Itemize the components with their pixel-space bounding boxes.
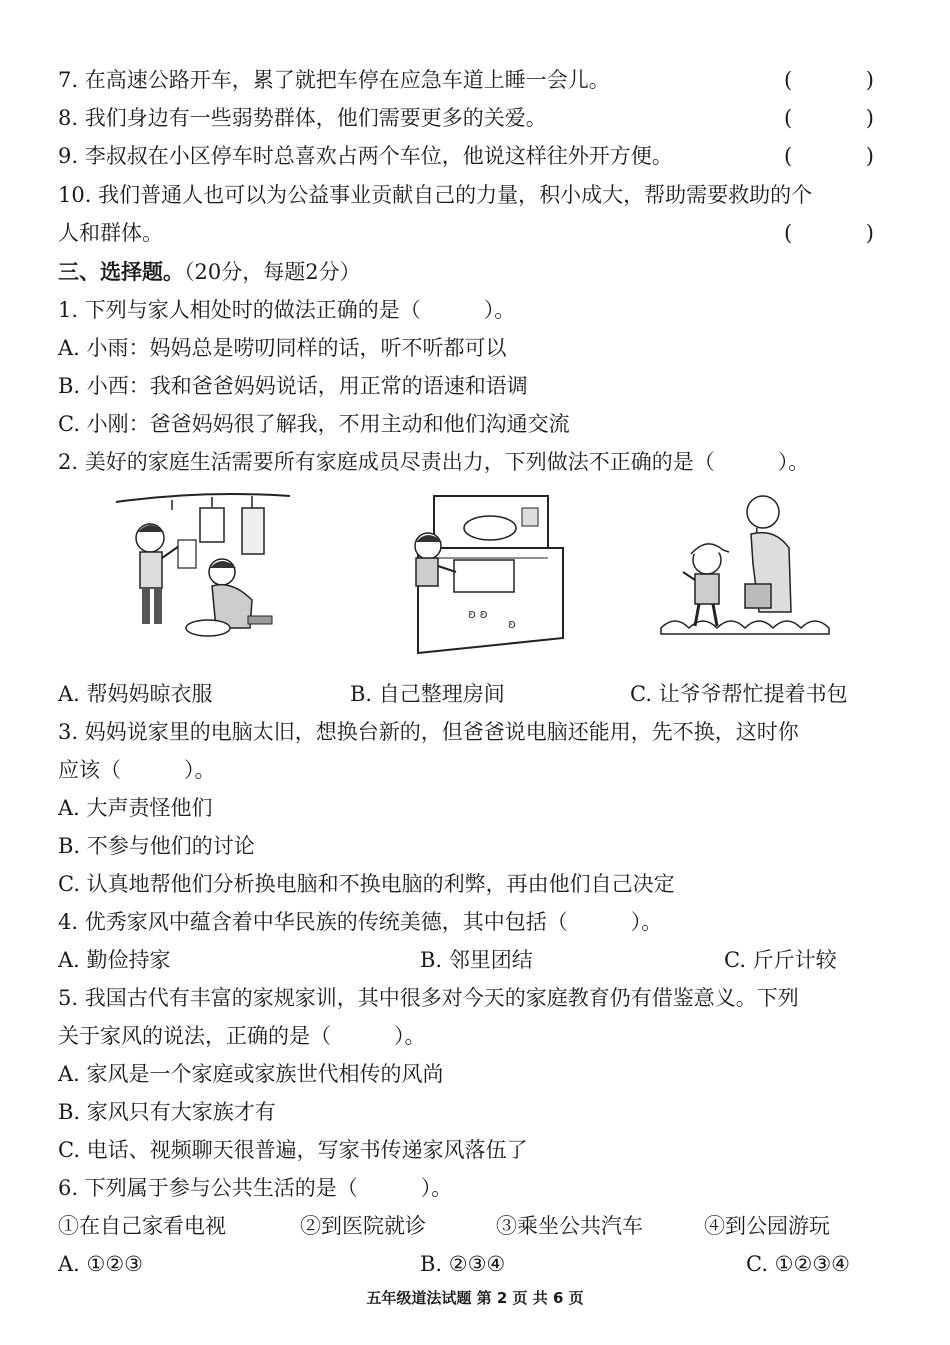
q4-stem: 4. 优秀家风中蕴含着中华民族的传统美德，其中包括（ ）。 <box>58 910 663 934</box>
judge-item-9: 9. 李叔叔在小区停车时总喜欢占两个车位，他说这样往外开方便。 <box>58 144 673 168</box>
answer-paren-7[interactable]: ( ) <box>784 68 874 92</box>
q4-option-a[interactable]: A. 勤俭持家 <box>58 948 171 972</box>
answer-paren-8[interactable]: ( ) <box>784 106 874 130</box>
q1-stem: 1. 下列与家人相处时的做法正确的是（ ）。 <box>58 298 516 322</box>
q4-option-c[interactable]: C. 斤斤计较 <box>724 948 837 972</box>
q6-option-a[interactable]: A. ①②③ <box>58 1252 143 1276</box>
q3-option-a[interactable]: A. 大声责怪他们 <box>58 796 213 820</box>
illustration-tidying-room <box>398 488 573 658</box>
q4-option-b[interactable]: B. 邻里团结 <box>420 948 533 972</box>
q1-option-a[interactable]: A. 小雨：妈妈总是唠叨同样的话，听不听都可以 <box>58 336 507 360</box>
q6-stem: 6. 下列属于参与公共生活的是（ ）。 <box>58 1176 453 1200</box>
svg-text:ʚ ʚ: ʚ ʚ <box>468 607 488 621</box>
answer-paren-9[interactable]: ( ) <box>784 144 874 168</box>
q3-stem-line1: 3. 妈妈说家里的电脑太旧，想换台新的，但爸爸说电脑还能用，先不换，这时你 <box>58 720 799 744</box>
judge-item-8: 8. 我们身边有一些弱势群体，他们需要更多的关爱。 <box>58 106 547 130</box>
page-footer: 五年级道法试题 第 2 页 共 6 页 <box>366 1289 584 1307</box>
illustration-grandpa-schoolbag <box>655 488 835 648</box>
judge-item-10-line2: 人和群体。 <box>58 221 163 245</box>
illustration-hanging-clothes <box>112 488 297 648</box>
q5-option-a[interactable]: A. 家风是一个家庭或家族世代相传的风尚 <box>58 1062 444 1086</box>
q3-stem-line2: 应该（ ）。 <box>58 758 216 782</box>
q5-stem-line1: 5. 我国古代有丰富的家规家训，其中很多对今天的家庭教育仍有借鉴意义。下列 <box>58 986 799 1010</box>
section-3-title <box>58 258 361 286</box>
section-3-score: （20分，每题2分） <box>184 260 361 284</box>
q1-option-b[interactable]: B. 小西：我和爸爸妈妈说话，用正常的语速和语调 <box>58 374 528 398</box>
section-3-heading: 三、选择题。 <box>58 260 184 284</box>
q5-option-b[interactable]: B. 家风只有大家族才有 <box>58 1100 276 1124</box>
judge-item-7: 7. 在高速公路开车，累了就把车停在应急车道上睡一会儿。 <box>58 68 610 92</box>
q6-option-b[interactable]: B. ②③④ <box>420 1252 506 1276</box>
q6-item-3: ③乘坐公共汽车 <box>496 1214 643 1238</box>
q3-option-b[interactable]: B. 不参与他们的讨论 <box>58 834 255 858</box>
q5-stem-line2: 关于家风的说法，正确的是（ ）。 <box>58 1024 426 1048</box>
q2-option-a[interactable]: A. 帮妈妈晾衣服 <box>58 682 213 706</box>
judge-item-10-line1: 10. 我们普通人也可以为公益事业贡献自己的力量，积小成大，帮助需要救助的个 <box>58 183 813 207</box>
q2-option-c[interactable]: C. 让爷爷帮忙提着书包 <box>630 682 848 706</box>
q2-stem: 2. 美好的家庭生活需要所有家庭成员尽责出力，下列做法不正确的是（ ）。 <box>58 450 810 474</box>
q6-item-4: ④到公园游玩 <box>704 1214 830 1238</box>
q3-option-c[interactable]: C. 认真地帮他们分析换电脑和不换电脑的利弊，再由他们自己决定 <box>58 872 675 896</box>
q6-option-c[interactable]: C. ①②③④ <box>746 1252 850 1276</box>
q1-option-c[interactable]: C. 小刚：爸爸妈妈很了解我，不用主动和他们沟通交流 <box>58 412 570 436</box>
svg-text:ʚ: ʚ <box>508 617 516 631</box>
answer-paren-10[interactable]: ( ) <box>784 221 874 245</box>
q6-item-2: ②到医院就诊 <box>300 1214 426 1238</box>
q5-option-c[interactable]: C. 电话、视频聊天很普遍，写家书传递家风落伍了 <box>58 1138 528 1162</box>
q6-item-1: ①在自己家看电视 <box>58 1214 226 1238</box>
q2-option-b[interactable]: B. 自己整理房间 <box>350 682 505 706</box>
